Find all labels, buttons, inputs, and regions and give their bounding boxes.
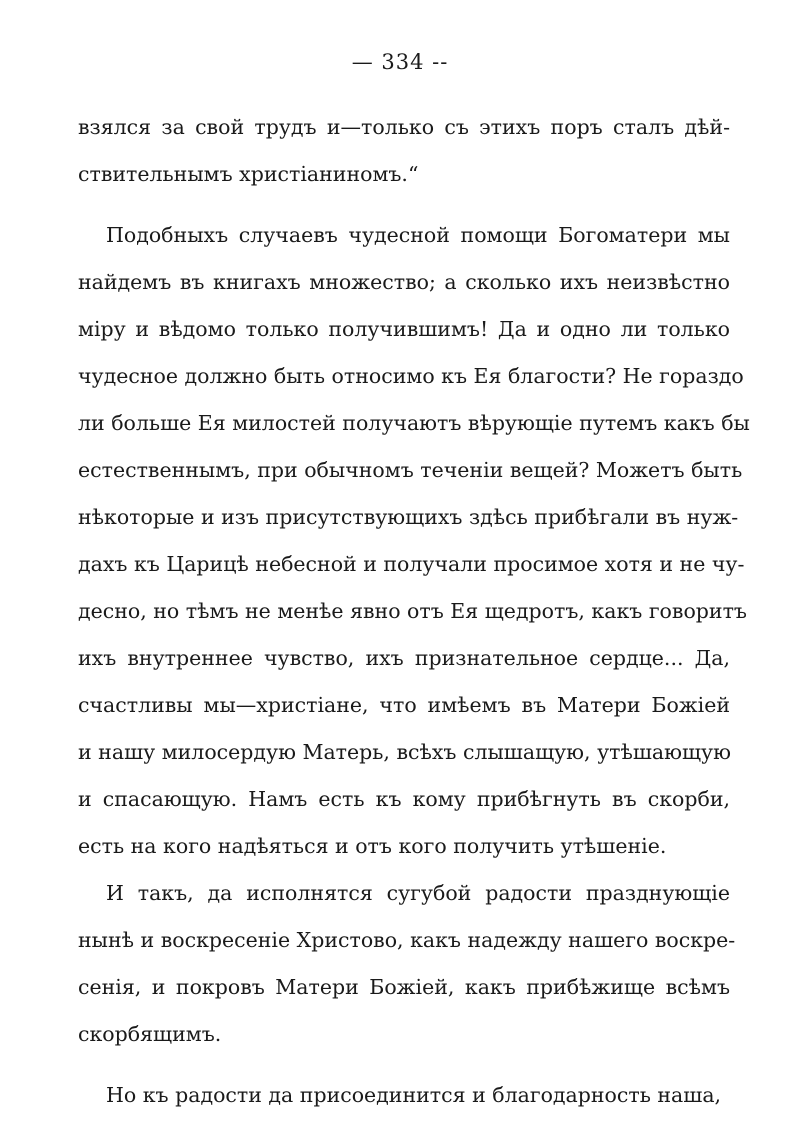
text-line: есть на кого надѣяться и отъ кого получить утѣшеніе. xyxy=(78,834,667,858)
page-text xyxy=(78,104,750,1119)
text-line: И такъ, да исполнятся сугубой радости празднующіе xyxy=(106,881,730,905)
text-line: міру и вѣдомо только получившимъ! Да и одно ли только xyxy=(78,317,730,341)
text-line: счастливы мы—христіане, что имѣемъ въ Матери Божіей xyxy=(78,693,730,717)
paragraph-1 xyxy=(78,104,730,198)
text-line: сенія, и покровъ Матери Божіей, какъ прибѣжище всѣмъ xyxy=(78,975,730,999)
paragraph-3 xyxy=(78,870,736,1058)
text-line: нѣкоторые и изъ присутствующихъ здѣсь прибѣгали въ нуж- xyxy=(78,505,739,529)
text-line: ихъ внутреннее чувство, ихъ признательное сердце... Да, xyxy=(78,646,730,670)
page-number: — 334 -- xyxy=(351,50,449,74)
text-line: дахъ къ Царицѣ небесной и получали просимое хотя и не чу- xyxy=(78,552,745,576)
text-line: нынѣ и воскресеніе Христово, какъ надежду нашего воскре- xyxy=(78,928,736,952)
paragraph-2 xyxy=(78,212,750,870)
text-line: взялся за свой трудъ и—только съ этихъ поръ сталъ дѣй- xyxy=(78,115,730,139)
text-line: ствительнымъ христіаниномъ.“ xyxy=(78,162,419,186)
paragraph-4 xyxy=(78,1072,730,1119)
text-line: и нашу милосердую Матерь, всѣхъ слышащую, утѣшающую xyxy=(78,740,731,764)
text-line: Подобныхъ случаевъ чудесной помощи Богоматери мы xyxy=(106,223,730,247)
text-line: найдемъ въ книгахъ множество; а сколько ихъ неизвѣстно xyxy=(78,270,730,294)
text-line: скорбящимъ. xyxy=(78,1022,222,1046)
text-line: естественнымъ, при обычномъ теченіи вещей? Можетъ быть xyxy=(78,458,743,482)
text-line: ли больше Ея милостей получаютъ вѣрующіе путемъ какъ бы xyxy=(78,411,750,435)
text-line: и спасающую. Намъ есть къ кому прибѣгнуть въ скорби, xyxy=(78,787,730,811)
text-line: десно, но тѣмъ не менѣе явно отъ Ея щедротъ, какъ говоритъ xyxy=(78,599,747,623)
text-line: чудесное должно быть относимо къ Ея благости? Не гораздо xyxy=(78,364,744,388)
text-line: Но къ радости да присоединится и благодарность наша, xyxy=(106,1083,722,1107)
